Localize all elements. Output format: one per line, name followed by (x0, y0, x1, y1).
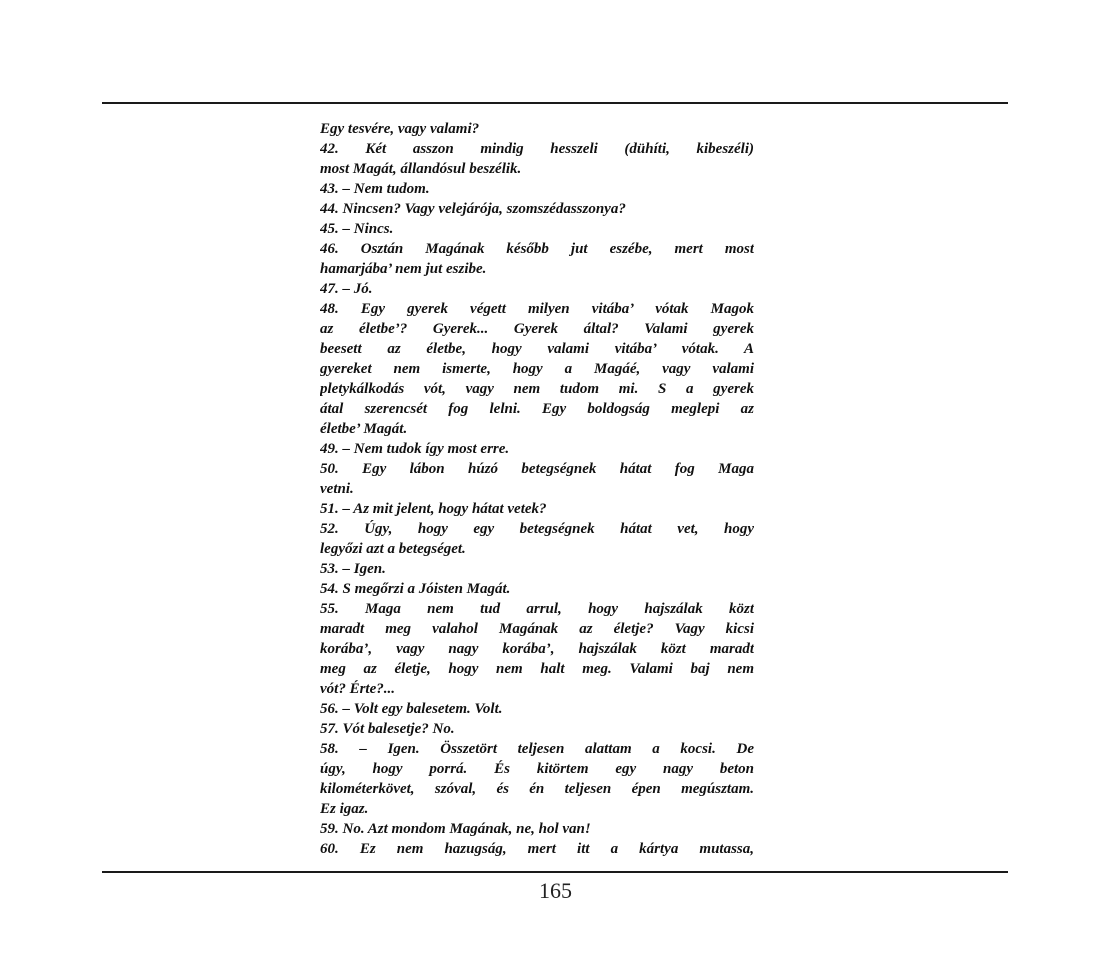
text-line: kilométerkövet, szóval, és én teljesen épen megúsztam. (320, 781, 754, 797)
text-line: 48. Egy gyerek végett milyen vitába’ vótak Magok (320, 301, 754, 317)
text-line: 55. Maga nem tud arrul, hogy hajszálak közt (320, 601, 754, 617)
text-line: 44. Nincsen? Vagy velejárója, szomszédasszonya? (320, 201, 626, 217)
text-line: maradt meg valahol Magának az életje? Vagy kicsi (320, 621, 754, 637)
text-line: 53. – Igen. (320, 561, 386, 577)
text-line: 59. No. Azt mondom Magának, ne, hol van! (320, 821, 591, 837)
text-line: 49. – Nem tudok így most erre. (320, 441, 510, 457)
text-line: 56. – Volt egy balesetem. Volt. (320, 701, 503, 717)
text-line: korába’, vagy nagy korába’, hajszálak közt maradt (320, 641, 754, 657)
text-line: beesett az életbe, hogy valami vitába’ vótak. A (320, 341, 754, 357)
text-column (320, 119, 754, 859)
text-line: átal szerencsét fog lelni. Egy boldogság meglepi az (320, 401, 754, 417)
text-line: 58. – Igen. Összetört teljesen alattam a kocsi. De (320, 741, 754, 757)
text-line: 50. Egy lábon húzó betegségnek hátat fog Maga (320, 461, 754, 477)
text-line: 57. Vót balesetje? No. (320, 721, 455, 737)
text-line: 51. – Az mit jelent, hogy hátat vetek? (320, 501, 547, 517)
text-line: úgy, hogy porrá. És kitörtem egy nagy beton (320, 761, 754, 777)
header-rule (102, 102, 1008, 104)
text-line: gyereket nem ismerte, hogy a Magáé, vagy valami (320, 361, 754, 377)
text-line: az életbe’? Gyerek... Gyerek által? Valami gyerek (320, 321, 754, 337)
text-line: 42. Két asszon mindig hesszeli (dühíti, kibeszéli) (320, 141, 754, 157)
text-line: 43. – Nem tudom. (320, 181, 430, 197)
footer-rule (102, 871, 1008, 873)
text-line: 47. – Jó. (320, 281, 373, 297)
text-line: Ez igaz. (320, 801, 369, 817)
text-line: vetni. (320, 481, 354, 497)
text-line: 46. Osztán Magának később jut eszébe, mert most (320, 241, 754, 257)
text-line: legyőzi azt a betegséget. (320, 541, 466, 557)
text-line: 60. Ez nem hazugság, mert itt a kártya mutassa, (320, 841, 754, 857)
text-line: 52. Úgy, hogy egy betegségnek hátat vet, hogy (320, 521, 754, 537)
text-line: pletykálkodás vót, vagy nem tudom mi. S a gyerek (320, 381, 754, 397)
text-line: 54. S megőrzi a Jóisten Magát. (320, 581, 511, 597)
text-line: 45. – Nincs. (320, 221, 394, 237)
text-line: most Magát, állandósul beszélik. (320, 161, 522, 177)
text-line: életbe’ Magát. (320, 421, 408, 437)
page-number: 165 (539, 878, 572, 903)
text-line: meg az életje, hogy nem halt meg. Valami baj nem (320, 661, 754, 677)
text-line: vót? Érte?... (320, 681, 395, 697)
text-line: hamarjába’ nem jut eszibe. (320, 261, 487, 277)
text-line: Egy tesvére, vagy valami? (320, 121, 480, 137)
